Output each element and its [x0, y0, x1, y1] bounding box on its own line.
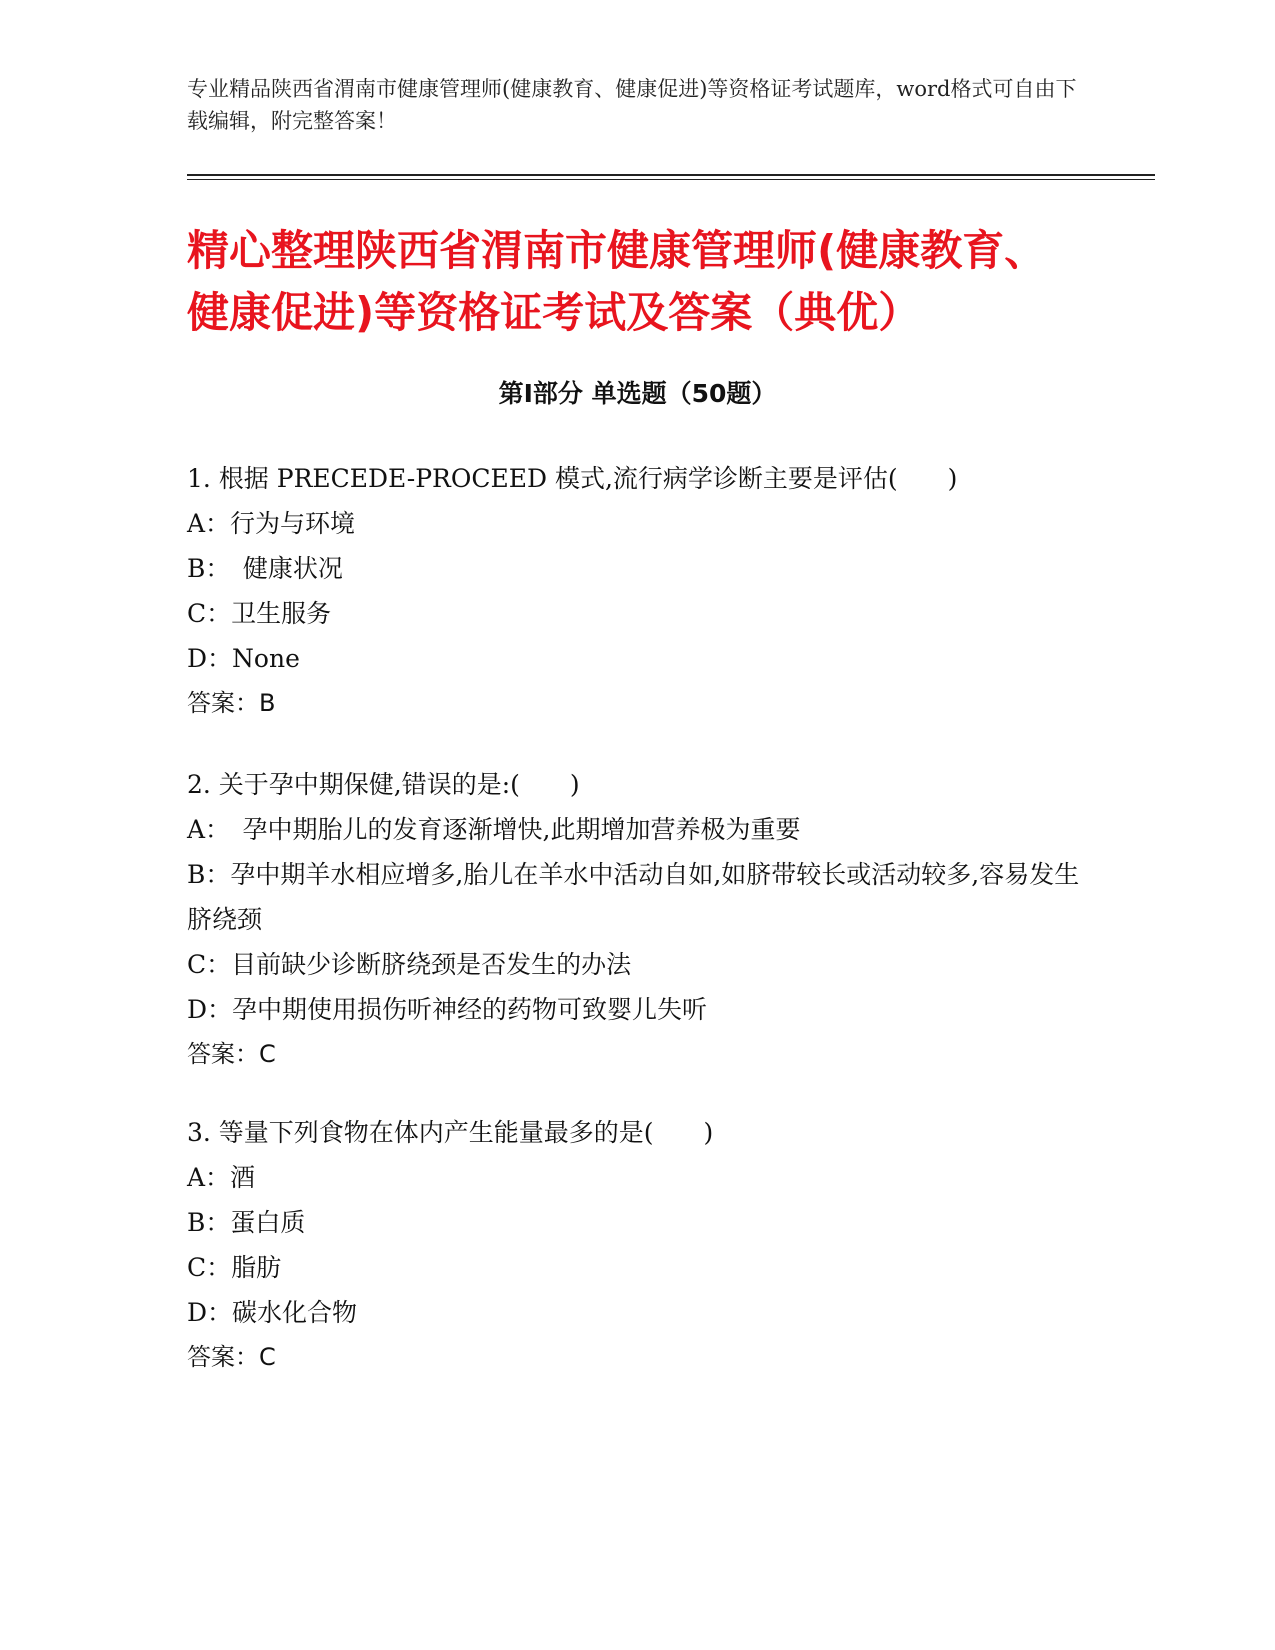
option-d: D：None [187, 644, 300, 673]
question-stem: 3. 等量下列食物在体内产生能量最多的是( ) [187, 1118, 714, 1147]
section-heading: 第Ⅰ部分 单选题（50题） [498, 379, 777, 408]
option-a: A：酒 [187, 1163, 256, 1192]
answer-line: 答案：C [187, 1343, 276, 1371]
question-stem: 1. 根据 PRECEDE-PROCEED 模式,流行病学诊断主要是评估( ) [187, 464, 958, 493]
header-divider-thin [187, 179, 1155, 180]
option-c: C：目前缺少诊断脐绕颈是否发生的办法 [187, 950, 632, 979]
option-b: B：孕中期羊水相应增多,胎儿在羊水中活动自如,如脐带较长或活动较多,容易发生脐绕颈 [187, 860, 1080, 934]
option-c: C：卫生服务 [187, 599, 332, 628]
option-b: B： 健康状况 [187, 554, 343, 583]
question-2 [187, 762, 1087, 1077]
question-1 [187, 456, 1087, 726]
answer-line: 答案：B [187, 689, 276, 717]
header-note: 专业精品陕西省渭南市健康管理师(健康教育、健康促进)等资格证考试题库，word格式可自由下载编辑，附完整答案！ [187, 77, 1077, 133]
option-d: D：碳水化合物 [187, 1298, 358, 1327]
option-d: D：孕中期使用损伤听神经的药物可致婴儿失听 [187, 995, 708, 1024]
option-b: B：蛋白质 [187, 1208, 306, 1237]
answer-line: 答案：C [187, 1040, 276, 1068]
option-a: A：行为与环境 [187, 509, 356, 538]
question-stem: 2. 关于孕中期保健,错误的是:( ) [187, 770, 580, 799]
header-divider-thick [187, 174, 1155, 176]
question-3 [187, 1110, 1087, 1380]
document-title: 精心整理陕西省渭南市健康管理师(健康教育、健康促进)等资格证考试及答案（典优） [187, 226, 1047, 337]
option-c: C：脂肪 [187, 1253, 282, 1282]
option-a: A： 孕中期胎儿的发育逐渐增快,此期增加营养极为重要 [187, 815, 801, 844]
